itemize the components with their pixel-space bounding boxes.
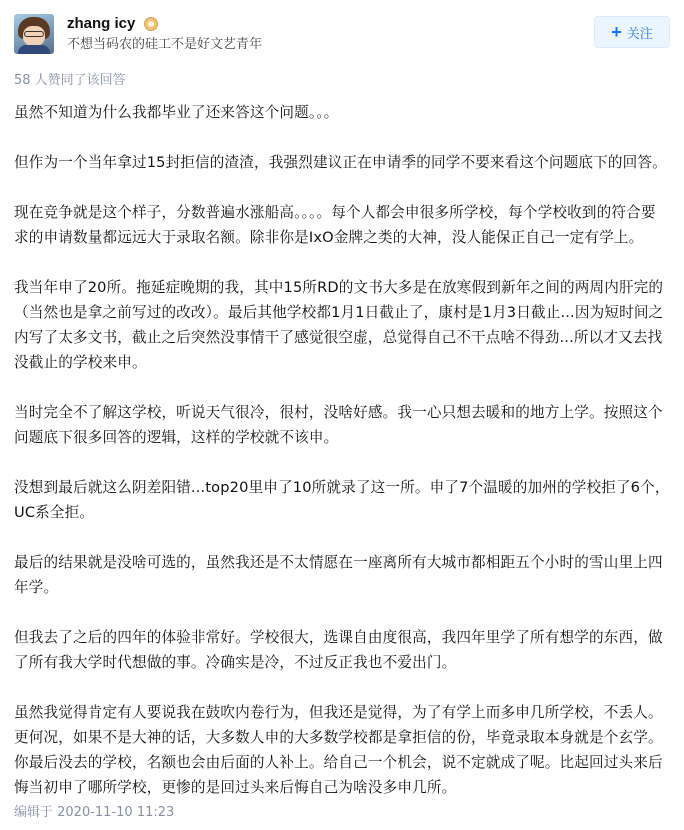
author-bio: 不想当码农的硅工不是好文艺青年 (67, 37, 263, 52)
answer-paragraph: 虽然不知道为什么我都毕业了还来答这个问题。。。 (14, 104, 339, 121)
avatar[interactable] (14, 14, 54, 54)
vote-count: 58 人赞同了该回答 (14, 73, 126, 88)
follow-button[interactable] (594, 16, 670, 48)
avatar-glasses (24, 31, 44, 37)
author-info (14, 14, 670, 54)
answer-paragraph: 我当年申了20所。拖延症晚期的我，其中15所RD的文书大多是在放寒假到新年之间的两周内肝完的（当然也是拿之前写过的改改）。最后其他学校都1月1日截止了，康村是1月3日截止...因为短时间之内写了太多文书，截止之后突然没事情干了感觉很空虚，总觉得自己不干点啥不得劲...所以才又去找没截止的学校来申。 (14, 279, 664, 371)
badge-icon[interactable] (144, 17, 158, 31)
answer-paragraph: 最后的结果就是没啥可选的，虽然我还是不太情愿在一座离所有大城市都相距五个小时的雪山里上四年学。 (14, 554, 663, 596)
follow-button-label: 关注 (626, 25, 653, 41)
answer-paragraph: 但作为一个当年拿过15封拒信的渣渣，我强烈建议正在申请季的同学不要来看这个问题底下的回答。 (14, 154, 667, 171)
author-name[interactable]: zhang icy (67, 15, 136, 32)
answer-content (14, 100, 670, 825)
avatar-shirt (18, 45, 50, 54)
plus-icon: + (611, 22, 622, 42)
answer-paragraph: 现在竞争就是这个样子，分数普遍水涨船高。。。。每个人都会申很多所学校，每个学校收到的符合要求的申请数量都远远大于录取名额。除非你是IxO金牌之类的大神，没人能保正自己一定有学上。 (14, 204, 656, 246)
answer-paragraph: 虽然我觉得肯定有人要说我在鼓吹内卷行为，但我还是觉得，为了有学上而多申几所学校，不丢人。更何况，如果不是大神的话，大多数人申的大多数学校都是拿拒信的份，毕竟录取本身就是个玄学。你最后没去的学校，名额也会由后面的人补上。给自己一个机会，说不定就成了呢。比起回过头来后悔当初申了哪所学校，更惨的是回过头来后悔自己为啥没多申几所。 (14, 704, 663, 796)
answer-paragraph: 当时完全不了解这学校，听说天气很冷，很村，没啥好感。我一心只想去暖和的地方上学。按照这个问题底下很多回答的逻辑，这样的学校就不该申。 (14, 404, 663, 446)
answer-paragraph: 没想到最后就这么阴差阳错...top20里申了10所就录了这一所。申了7个温暖的加州的学校拒了6个，UC系全拒。 (14, 479, 670, 521)
edit-timestamp[interactable]: 编辑于 2020-11-10 11:23 (14, 805, 175, 820)
answer-paragraph: 但我去了之后的四年的体验非常好。学校很大，选课自由度很高，我四年里学了所有想学的东西，做了所有我大学时代想做的事。冷确实是冷，不过反正我也不爱出门。 (14, 629, 663, 671)
